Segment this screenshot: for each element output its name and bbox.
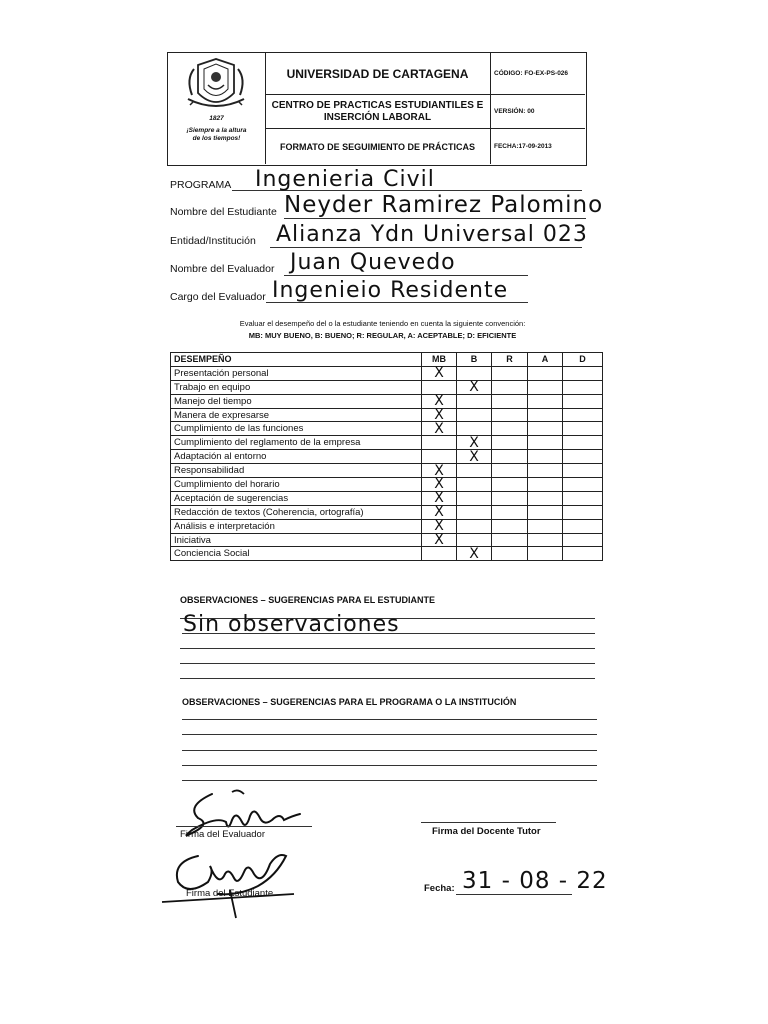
rating-cell-a xyxy=(528,422,563,436)
rating-cell-mb xyxy=(422,408,457,422)
table-row xyxy=(171,436,603,450)
table-row xyxy=(171,394,603,408)
check-mark: X xyxy=(469,545,479,562)
rating-cell-b xyxy=(457,478,492,492)
rating-cell-r xyxy=(492,422,528,436)
obs-student-line-5 xyxy=(180,678,595,679)
rating-cell-a xyxy=(528,519,563,533)
check-mark: X xyxy=(434,393,444,410)
rating-cell-d xyxy=(563,366,603,380)
university-name: UNIVERSIDAD DE CARTAGENA xyxy=(265,53,490,95)
rating-cell-a xyxy=(528,380,563,394)
rating-cell-a xyxy=(528,478,563,492)
entidad-line xyxy=(270,247,582,248)
rating-cell-d xyxy=(563,547,603,561)
rating-cell-d xyxy=(563,533,603,547)
header-desempeno: DESEMPEÑO xyxy=(171,353,422,367)
estudiante-sign-label: Firma del Estudiante xyxy=(186,888,274,899)
rating-cell-d xyxy=(563,478,603,492)
rating-cell-a xyxy=(528,436,563,450)
rating-cell-b xyxy=(457,380,492,394)
table-row xyxy=(171,450,603,464)
rating-cell-d xyxy=(563,464,603,478)
rating-cell-mb xyxy=(422,519,457,533)
check-mark: X xyxy=(434,518,444,535)
rating-cell-a xyxy=(528,533,563,547)
estudiante-label: Nombre del Estudiante xyxy=(170,206,277,218)
logo-motto-line1: ¡Siempre a la altura xyxy=(186,127,247,134)
rating-cell-b xyxy=(457,533,492,547)
check-mark: X xyxy=(434,490,444,507)
rating-cell-a xyxy=(528,464,563,478)
header-b: B xyxy=(457,353,492,367)
rating-cell-r xyxy=(492,450,528,464)
check-mark: X xyxy=(434,504,444,521)
rating-cell-b xyxy=(457,450,492,464)
rating-cell-r xyxy=(492,436,528,450)
rating-cell-b xyxy=(457,394,492,408)
header-title-cell xyxy=(265,53,491,164)
check-mark: X xyxy=(434,407,444,423)
fecha-label: Fecha: xyxy=(424,883,455,894)
obs-program-line-5 xyxy=(182,780,597,781)
criterion-label: Cumplimiento del reglamento de la empresa xyxy=(171,436,422,450)
obs-student-line-3 xyxy=(180,648,595,649)
rating-cell-d xyxy=(563,519,603,533)
rating-cell-mb xyxy=(422,436,457,450)
rating-cell-b xyxy=(457,505,492,519)
rating-cell-a xyxy=(528,547,563,561)
logo-cell xyxy=(168,53,266,164)
rating-cell-a xyxy=(528,394,563,408)
evaluador-line xyxy=(284,275,528,276)
header-a: A xyxy=(528,353,563,367)
obs-program-title: OBSERVACIONES – SUGERENCIAS PARA EL PROGRAMA O LA INSTITUCIÓN xyxy=(182,697,517,707)
rating-cell-r xyxy=(492,505,528,519)
evaluador-label: Nombre del Evaluador xyxy=(170,263,275,275)
criterion-label: Cumplimiento del horario xyxy=(171,478,422,492)
criterion-label: Cumplimiento de las funciones xyxy=(171,422,422,436)
rating-cell-d xyxy=(563,394,603,408)
criterion-label: Manera de expresarse xyxy=(171,408,422,422)
logo-motto-line2: de los tiempos! xyxy=(192,135,241,142)
table-row xyxy=(171,519,603,533)
rating-cell-r xyxy=(492,366,528,380)
table-row xyxy=(171,491,603,505)
table-row xyxy=(171,464,603,478)
rating-cell-mb xyxy=(422,505,457,519)
form-code: CÓDIGO: FO-EX-PS-026 xyxy=(490,53,585,95)
criterion-label: Adaptación al entorno xyxy=(171,450,422,464)
criterion-label: Iniciativa xyxy=(171,533,422,547)
table-row xyxy=(171,478,603,492)
rating-cell-b xyxy=(457,547,492,561)
fecha-line xyxy=(456,894,572,895)
header-r: R xyxy=(492,353,528,367)
rating-cell-r xyxy=(492,394,528,408)
table-row xyxy=(171,422,603,436)
cargo-label: Cargo del Evaluador xyxy=(170,291,266,303)
rating-cell-a xyxy=(528,366,563,380)
convention-line2: MB: MUY BUENO, B: BUENO; R: REGULAR, A: ACEPTABLE; D: EFICIENTE xyxy=(248,331,517,340)
rating-cell-r xyxy=(492,408,528,422)
table-row xyxy=(171,533,603,547)
obs-student-line-2 xyxy=(182,633,595,634)
rating-cell-r xyxy=(492,478,528,492)
convention-line1: Evaluar el desempeño del o la estudiante teniendo en cuenta la siguiente convención: xyxy=(239,319,526,328)
form-date: FECHA:17-09-2013 xyxy=(494,143,552,150)
obs-student-text: Sin observaciones xyxy=(183,612,400,637)
criterion-label: Responsabilidad xyxy=(171,464,422,478)
rating-cell-mb xyxy=(422,380,457,394)
rating-cell-b xyxy=(457,408,492,422)
header-meta-cell xyxy=(490,53,585,164)
rating-cell-mb xyxy=(422,491,457,505)
cargo-value: Ingenieio Residente xyxy=(272,278,509,303)
rating-cell-mb xyxy=(422,547,457,561)
rating-cell-b xyxy=(457,519,492,533)
rating-cell-r xyxy=(492,491,528,505)
rating-cell-mb xyxy=(422,394,457,408)
criterion-label: Aceptación de sugerencias xyxy=(171,491,422,505)
rating-cell-r xyxy=(492,464,528,478)
table-row xyxy=(171,505,603,519)
rating-cell-d xyxy=(563,505,603,519)
criterion-label: Manejo del tiempo xyxy=(171,394,422,408)
rating-cell-d xyxy=(563,436,603,450)
check-mark: X xyxy=(434,365,444,382)
rating-cell-a xyxy=(528,491,563,505)
check-mark: X xyxy=(434,420,444,437)
criterion-label: Conciencia Social xyxy=(171,547,422,561)
rating-cell-b xyxy=(457,464,492,478)
logo-year: 1827 xyxy=(209,115,224,122)
docente-sign-label: Firma del Docente Tutor xyxy=(432,826,541,837)
obs-program-line-4 xyxy=(182,765,597,766)
check-mark: X xyxy=(469,379,479,396)
center-name xyxy=(265,95,490,129)
check-mark: X xyxy=(434,476,444,493)
header-d: D xyxy=(563,353,603,367)
table-header-row xyxy=(171,353,603,367)
entidad-label: Entidad/Institución xyxy=(170,235,256,247)
center-line2: INSERCIÓN LABORAL xyxy=(323,111,432,123)
programa-label: PROGRAMA xyxy=(170,179,232,191)
rating-cell-d xyxy=(563,408,603,422)
fecha-value: 31 - 08 - 22 xyxy=(462,868,608,894)
criterion-label: Presentación personal xyxy=(171,366,422,380)
rating-cell-d xyxy=(563,450,603,464)
obs-program-line-1 xyxy=(182,719,597,720)
performance-table xyxy=(170,352,603,561)
obs-program-line-2 xyxy=(182,734,597,735)
rating-cell-r xyxy=(492,519,528,533)
docente-sign-line xyxy=(421,822,556,823)
form-version: VERSIÓN: 00 xyxy=(490,95,585,129)
evaluador-sign-line xyxy=(176,826,312,827)
header-box xyxy=(167,52,587,166)
rating-cell-mb xyxy=(422,450,457,464)
criterion-label: Redacción de textos (Coherencia, ortografía) xyxy=(171,505,422,519)
obs-program-line-3 xyxy=(182,750,597,751)
table-row xyxy=(171,380,603,394)
rating-cell-r xyxy=(492,547,528,561)
rating-cell-b xyxy=(457,491,492,505)
rating-cell-mb xyxy=(422,478,457,492)
rating-cell-mb xyxy=(422,422,457,436)
rating-cell-b xyxy=(457,436,492,450)
header-mb: MB xyxy=(422,353,457,367)
table-row xyxy=(171,408,603,422)
table-row xyxy=(171,547,603,561)
obs-student-line-4 xyxy=(180,663,595,664)
table-body xyxy=(171,366,603,560)
rating-cell-a xyxy=(528,450,563,464)
check-mark: X xyxy=(469,448,479,465)
estudiante-line xyxy=(284,218,586,219)
criterion-label: Análisis e interpretación xyxy=(171,519,422,533)
rating-cell-mb xyxy=(422,533,457,547)
rating-cell-b xyxy=(457,366,492,380)
rating-cell-mb xyxy=(422,464,457,478)
center-line1: CENTRO DE PRACTICAS ESTUDIANTILES E xyxy=(271,99,484,111)
criterion-label: Trabajo en equipo xyxy=(171,380,422,394)
rating-cell-mb xyxy=(422,366,457,380)
check-mark: X xyxy=(434,462,444,479)
rating-cell-d xyxy=(563,422,603,436)
rating-cell-r xyxy=(492,533,528,547)
check-mark: X xyxy=(469,434,479,451)
table-row xyxy=(171,366,603,380)
rating-cell-a xyxy=(528,408,563,422)
rating-cell-b xyxy=(457,422,492,436)
estudiante-value: Neyder Ramirez Palomino xyxy=(284,192,604,218)
rating-cell-d xyxy=(563,380,603,394)
check-mark: X xyxy=(434,532,444,549)
obs-student-title: OBSERVACIONES – SUGERENCIAS PARA EL ESTUDIANTE xyxy=(180,595,436,605)
form-title: FORMATO DE SEGUIMIENTO DE PRÁCTICAS xyxy=(279,141,475,152)
rating-cell-r xyxy=(492,380,528,394)
rating-cell-a xyxy=(528,505,563,519)
evaluador-sign-label: Firma del Evaluador xyxy=(180,829,266,840)
evaluador-value: Juan Quevedo xyxy=(290,250,456,275)
programa-value: Ingenieria Civil xyxy=(255,167,435,192)
entidad-value: Alianza Ydn Universal 023 xyxy=(276,222,588,247)
rating-cell-d xyxy=(563,491,603,505)
estudiante-signature xyxy=(158,842,298,922)
